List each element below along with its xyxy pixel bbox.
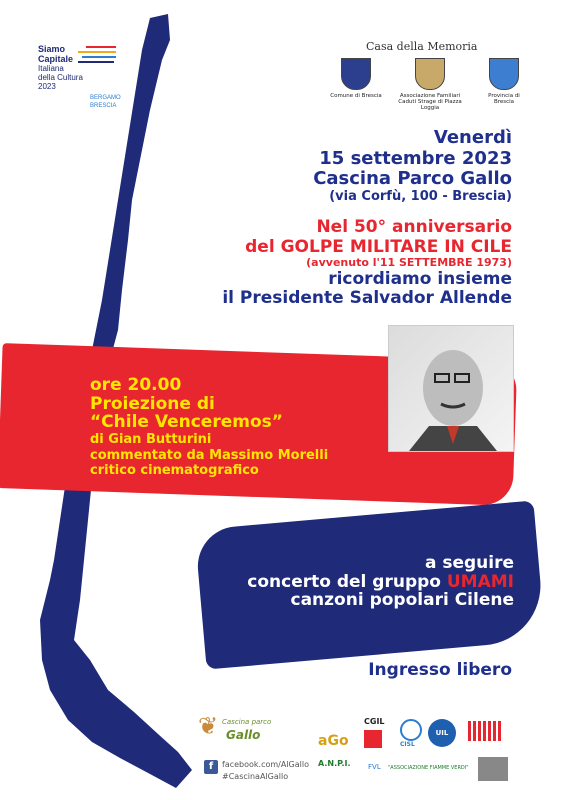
cascina-logo xyxy=(198,712,272,746)
cgil-block-icon xyxy=(364,730,382,748)
anniversary-line1: Nel 50° anniversario xyxy=(316,217,512,237)
projection-title1: Proiezione di xyxy=(90,393,215,414)
partner-logos xyxy=(318,715,518,795)
museo-logo-icon xyxy=(468,721,502,741)
capitale-city1: BERGAMO xyxy=(90,95,121,101)
cisl-logo xyxy=(400,719,422,749)
concert-line2-text: concerto del gruppo xyxy=(247,571,447,592)
projection-comment1: commentato da Massimo Morelli xyxy=(90,447,329,463)
allende-portrait xyxy=(388,325,514,452)
associazione-caption: Associazione Familiari Caduti Strage di Piazza Loggia xyxy=(398,93,462,112)
capitale-line3: Italiana xyxy=(38,64,64,73)
casa-logos xyxy=(330,58,530,111)
projection-time: ore 20.00 xyxy=(90,375,182,395)
comune-caption: Comune di Brescia xyxy=(330,93,382,99)
cgil-label: CGIL xyxy=(364,717,385,726)
concert-line2 xyxy=(247,573,514,592)
projection-title2: “Chile Venceremos” xyxy=(90,412,283,433)
fvl-label: FVL xyxy=(368,763,381,771)
concert-info xyxy=(247,554,514,610)
uil-logo xyxy=(428,719,456,747)
capitale-line1: Siamo xyxy=(38,44,66,54)
social-links xyxy=(222,759,309,783)
associazione-crest-icon xyxy=(415,58,445,90)
capitale-year: 2023 xyxy=(38,82,56,91)
fondazione-logo-icon xyxy=(478,757,508,781)
provincia-crest-icon xyxy=(489,58,519,90)
provincia-logo xyxy=(478,58,530,111)
cascina-logo-text2: Gallo xyxy=(226,728,261,742)
cascina-logo-text1: Cascina parco xyxy=(222,718,272,726)
provincia-caption: Provincia di Brescia xyxy=(488,93,520,106)
anpi-logo xyxy=(318,759,351,768)
casa-della-memoria-title: Casa della Memoria xyxy=(366,40,478,53)
anniversary-line3: (avvenuto l'11 SETTEMBRE 1973) xyxy=(306,256,512,270)
comune-crest-icon xyxy=(341,58,371,90)
facebook-link[interactable]: facebook.com/AlGallo xyxy=(222,760,309,769)
event-date: 15 settembre 2023 xyxy=(319,147,512,169)
capitale-line2: Capitale xyxy=(38,54,74,64)
fvl-logo xyxy=(368,763,381,771)
event-day: Venerdì xyxy=(433,127,512,148)
concert-band-name: UMAMI xyxy=(446,571,514,592)
anniversary-line2: del GOLPE MILITARE IN CILE xyxy=(245,236,512,257)
projection-info xyxy=(90,376,328,479)
concert-line3: canzoni popolari Cilene xyxy=(290,590,514,611)
fiamme-verdi-label: "ASSOCIAZIONE FIAMME VERDI" xyxy=(388,765,469,771)
capitale-city2: BRESCIA xyxy=(90,103,117,110)
facebook-icon: f xyxy=(204,760,218,774)
anpi-label: A.N.P.I. xyxy=(318,759,351,768)
rooster-icon: ❦ xyxy=(198,712,219,740)
ago-logo-icon: aGo xyxy=(318,733,349,749)
capitale-cities xyxy=(90,94,121,111)
cisl-label: CISL xyxy=(400,741,415,748)
cisl-circle-icon xyxy=(400,719,422,741)
comune-logo xyxy=(330,58,382,111)
associazione-logo xyxy=(395,58,465,111)
event-place: Cascina Parco Gallo xyxy=(313,168,512,190)
remember-line1: ricordiamo insieme xyxy=(328,268,512,289)
capitale-line4: della Cultura xyxy=(38,73,83,82)
entry-label: Ingresso libero xyxy=(368,660,512,680)
event-info xyxy=(313,128,512,205)
cgil-logo xyxy=(364,717,390,748)
concert-line1: a seguire xyxy=(424,553,514,573)
capitale-stripes-icon xyxy=(78,46,118,63)
anniversary-info xyxy=(222,218,512,309)
remember-line2: il Presidente Salvador Allende xyxy=(222,288,512,309)
uil-label: UIL xyxy=(435,729,449,737)
portrait-sketch-icon xyxy=(389,326,513,451)
hashtag-text: #CascinaAlGallo xyxy=(222,772,289,781)
event-address: (via Corfù, 100 - Brescia) xyxy=(329,189,512,205)
projection-comment2: critico cinematografico xyxy=(90,463,259,479)
projection-director: di Gian Butturini xyxy=(90,432,212,448)
